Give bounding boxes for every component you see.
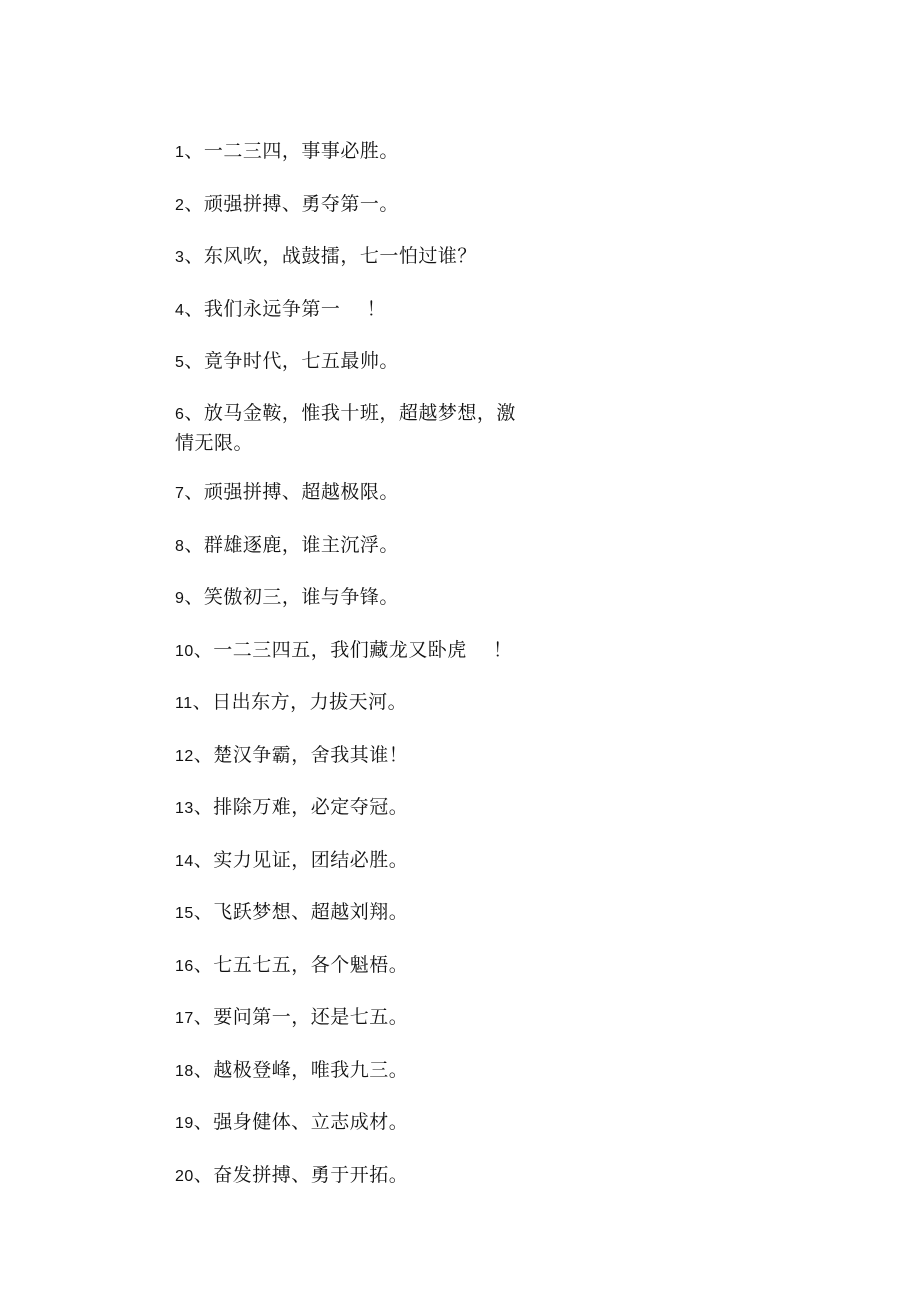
item-number: 2 [175,196,185,214]
item-number: 20 [175,1167,194,1185]
item-text: 、笑傲初三，谁与争锋。 [184,586,399,608]
list-item [175,189,795,221]
item-text: 、奋发拼搏、勇于开拓。 [193,1163,409,1186]
item-text: 、七五七五，各个魁梧。 [193,953,409,976]
list-item [175,399,535,457]
item-number: 12 [175,747,194,765]
list-item [175,530,795,562]
list-item [175,1055,795,1087]
list-item [175,294,795,326]
item-number: 4 [175,301,185,319]
item-text: 、楚汉争霸，舍我其谁！ [193,743,409,766]
item-number: 5 [175,354,185,371]
list-item [175,1002,795,1034]
item-number: 8 [175,537,185,555]
list-item [175,346,795,378]
list-item [175,136,795,168]
item-text: 、日出东方，力拔天河。 [192,691,408,713]
item-text: 、一二三四五，我们藏龙又卧虎 ！ [193,638,513,661]
list-item [175,792,795,824]
item-text: 、竟争时代，七五最帅。 [184,350,399,372]
item-text: 、实力见证，团结必胜。 [193,848,409,871]
list-item [175,950,795,982]
item-number: 19 [175,1115,194,1132]
item-number: 7 [175,485,185,502]
item-text: 、顽强拼搏、勇夺第一。 [184,192,399,215]
list-item [175,241,795,273]
item-number: 17 [175,1010,194,1027]
item-text: 、放马金鞍，惟我十班，超越梦想，激情无限。 [175,401,516,454]
item-number: 13 [175,800,194,817]
item-number: 14 [175,852,194,870]
item-number: 6 [175,405,185,423]
list-item [175,687,795,719]
list-item [175,1160,795,1192]
item-number: 9 [175,590,185,607]
item-text: 、群雄逐鹿，谁主沉浮。 [184,533,399,556]
item-number: 18 [175,1062,194,1080]
item-text: 、一二三四，事事必胜。 [184,140,399,162]
list-item [175,635,795,667]
item-text: 、东风吹，战鼓擂，七一怕过谁？ [184,245,477,267]
item-text: 、我们永远争第一 ！ [184,297,387,320]
item-number: 1 [175,144,185,161]
list-item [175,477,795,509]
item-text: 、顽强拼搏、超越极限。 [184,481,399,503]
slogan-list [175,136,795,1212]
item-text: 、排除万难，必定夺冠。 [193,796,409,818]
list-item [175,740,795,772]
item-number: 3 [175,249,185,266]
item-number: 15 [175,905,194,922]
list-item [175,845,795,877]
item-text: 、要问第一，还是七五。 [193,1006,409,1028]
list-item [175,582,795,614]
list-item [175,1107,795,1139]
item-text: 、强身健体、立志成材。 [193,1111,409,1133]
item-number: 16 [175,957,194,975]
list-item [175,897,795,929]
item-text: 、飞跃梦想、超越刘翔。 [193,901,409,923]
item-number: 10 [175,642,194,660]
item-text: 、越极登峰，唯我九三。 [193,1058,409,1081]
item-number: 11 [175,695,193,712]
